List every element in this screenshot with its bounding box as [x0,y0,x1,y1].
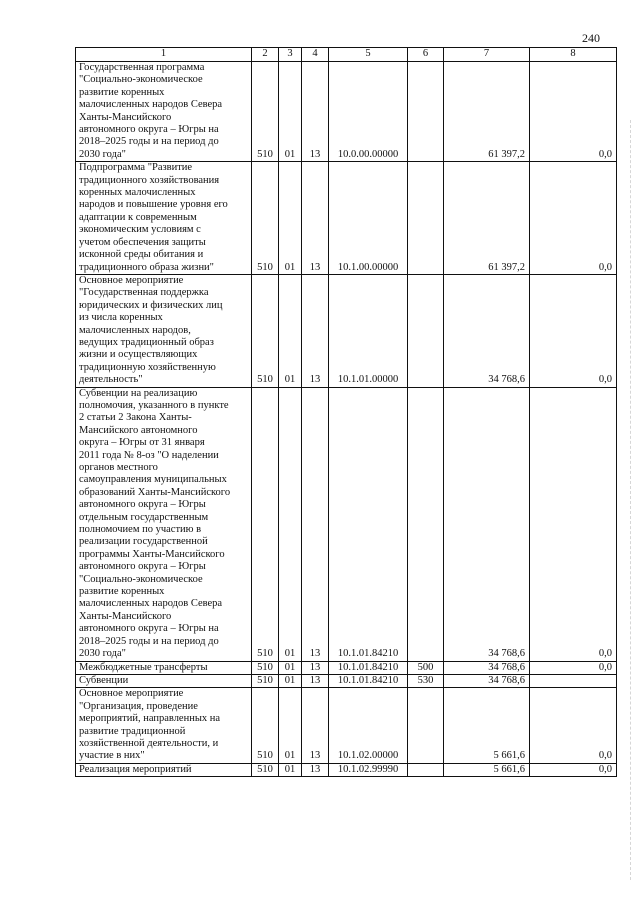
cell-administrator: 510 [252,62,279,162]
cell-amount: 34 768,6 [444,387,530,661]
table-row [76,62,617,162]
cell-expense-type [408,274,444,387]
cell-amount-federal: 0,0 [530,763,617,776]
table-row [76,763,617,776]
cell-section: 01 [279,688,302,763]
cell-amount: 34 768,6 [444,674,530,687]
cell-administrator: 510 [252,274,279,387]
cell-subsection: 13 [302,674,329,687]
scan-edge-line [630,120,632,880]
cell-expense-type [408,162,444,275]
header-cell: 1 [76,48,252,62]
cell-amount-federal: 0,0 [530,162,617,275]
table-row [76,674,617,687]
cell-amount-federal [530,674,617,687]
cell-target-article: 10.1.02.00000 [329,688,408,763]
cell-amount-federal: 0,0 [530,661,617,674]
cell-amount-federal: 0,0 [530,688,617,763]
header-cell: 4 [302,48,329,62]
cell-target-article: 10.1.01.84210 [329,661,408,674]
cell-target-article: 10.1.00.00000 [329,162,408,275]
cell-administrator: 510 [252,162,279,275]
cell-administrator: 510 [252,763,279,776]
row-name: Межбюджетные трансферты [76,661,252,674]
table-row [76,162,617,275]
cell-administrator: 510 [252,688,279,763]
cell-target-article: 10.1.01.84210 [329,387,408,661]
cell-expense-type: 530 [408,674,444,687]
cell-amount: 61 397,2 [444,62,530,162]
header-cell: 3 [279,48,302,62]
cell-subsection: 13 [302,274,329,387]
cell-subsection: 13 [302,162,329,275]
cell-amount: 61 397,2 [444,162,530,275]
cell-expense-type [408,62,444,162]
cell-amount-federal: 0,0 [530,387,617,661]
cell-administrator: 510 [252,674,279,687]
table-row [76,688,617,763]
cell-section: 01 [279,387,302,661]
table-row [76,274,617,387]
cell-amount: 5 661,6 [444,763,530,776]
cell-subsection: 13 [302,688,329,763]
header-cell: 7 [444,48,530,62]
header-cell: 6 [408,48,444,62]
cell-amount-federal: 0,0 [530,274,617,387]
cell-amount: 34 768,6 [444,661,530,674]
row-name: Субвенции [76,674,252,687]
cell-section: 01 [279,763,302,776]
cell-expense-type: 500 [408,661,444,674]
header-row [76,48,617,62]
table-row [76,387,617,661]
row-name: Государственная программа "Социально-экономическое развитие коренных малочисленных народов Севера Ханты-Мансийского автономного округа – Югры на 2018–2025 годы и на период до 2030 года" [76,62,252,162]
cell-amount: 5 661,6 [444,688,530,763]
cell-target-article: 10.0.00.00000 [329,62,408,162]
cell-subsection: 13 [302,62,329,162]
cell-subsection: 13 [302,387,329,661]
row-name: Реализация мероприятий [76,763,252,776]
cell-target-article: 10.1.01.00000 [329,274,408,387]
row-name: Основное мероприятие "Организация, проведение мероприятий, направленных на развитие традиционной хозяйственной деятельности, и участие в них" [76,688,252,763]
cell-section: 01 [279,62,302,162]
page-number: 240 [582,31,600,45]
cell-section: 01 [279,674,302,687]
cell-administrator: 510 [252,661,279,674]
header-cell: 5 [329,48,408,62]
cell-expense-type [408,763,444,776]
budget-table [75,47,617,777]
header-cell: 2 [252,48,279,62]
cell-subsection: 13 [302,763,329,776]
row-name: Основное мероприятие "Государственная поддержка юридических и физических лиц из числа коренных малочисленных народов, ведущих традиционный образ жизни и осуществляющих традиционную хозяйственную деятельность" [76,274,252,387]
cell-subsection: 13 [302,661,329,674]
cell-administrator: 510 [252,387,279,661]
cell-section: 01 [279,162,302,275]
cell-target-article: 10.1.02.99990 [329,763,408,776]
cell-amount: 34 768,6 [444,274,530,387]
cell-target-article: 10.1.01.84210 [329,674,408,687]
cell-expense-type [408,688,444,763]
cell-expense-type [408,387,444,661]
table-row [76,661,617,674]
cell-section: 01 [279,661,302,674]
row-name: Подпрограмма "Развитие традиционного хозяйствования коренных малочисленных народов и повышение уровня его адаптации к современным экономическим условиям с учетом обеспечения защиты исконной среды обитания и традиционного образа жизни" [76,162,252,275]
row-name: Субвенции на реализацию полномочия, указанного в пункте 2 статьи 2 Закона Ханты- Мансийского автономного округа – Югры от 31 января 2011 года № 8-оз "О наделении органов местного самоуправления муниципальных образований Ханты-Мансийского автономного округа – Югры отдельным государственным полномочием по участию в реализации государственной программы Ханты-Мансийского автономного округа – Югры "Социально-экономическое развитие коренных малочисленных народов Севера Ханты-Мансийского автономного округа – Югры на 2018–2025 годы и на период до 2030 года" [76,387,252,661]
header-cell: 8 [530,48,617,62]
cell-section: 01 [279,274,302,387]
cell-amount-federal: 0,0 [530,62,617,162]
